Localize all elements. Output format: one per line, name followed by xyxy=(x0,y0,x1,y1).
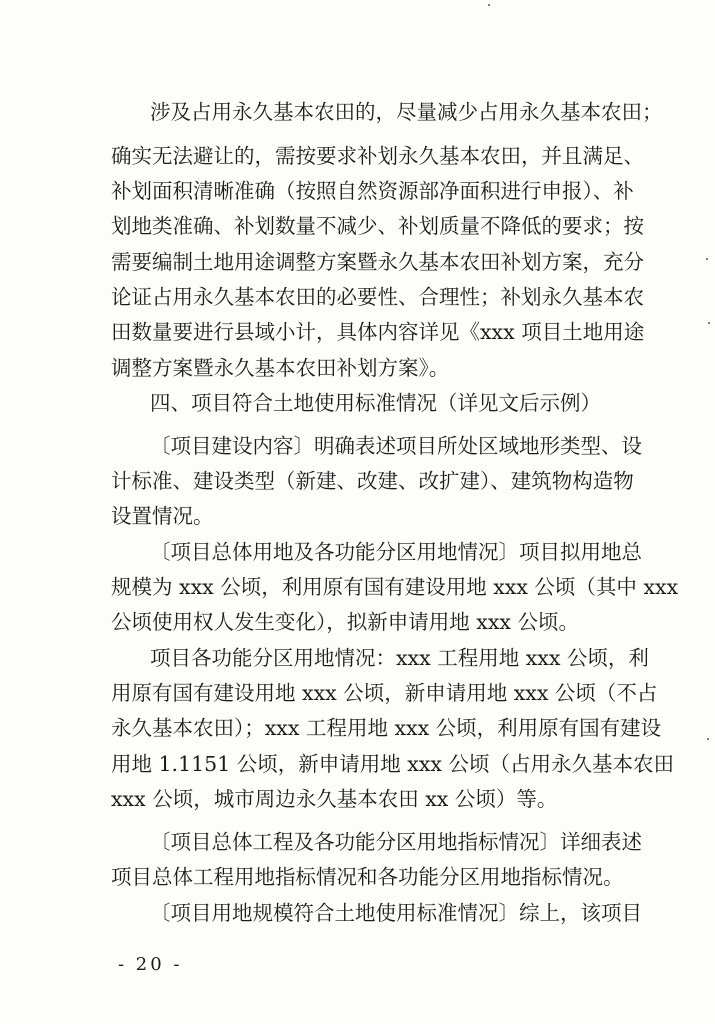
paragraph-line: 用原有国有建设用地 xxx 公顷，新申请用地 xxx 公顷（不占 xyxy=(111,681,658,705)
paragraph-line: 计标准、建设类型（新建、改建、改扩建）、建筑物构造物 xyxy=(111,469,634,493)
paragraph-line: 设置情况。 xyxy=(111,504,214,528)
section-heading: 四、项目符合土地使用标准情况（详见文后示例） xyxy=(150,391,601,415)
paragraph-line: 〔项目用地规模符合土地使用标准情况〕综上，该项目 xyxy=(150,901,642,925)
paragraph-line: 公顷使用权人发生变化），拟新申请用地 xxx 公顷。 xyxy=(111,610,579,634)
paragraph-line: 永久基本农田）；xxx 工程用地 xxx 公顷，利用原有国有建设 xyxy=(111,716,662,740)
paragraph-line: 规模为 xxx 公顷，利用原有国有建设用地 xxx 公顷（其中 xxx xyxy=(111,575,679,599)
paragraph-line: 〔项目建设内容〕明确表述项目所处区域地形类型、设 xyxy=(150,434,642,458)
page-number: - 20 - xyxy=(118,954,183,975)
paragraph-line: 〔项目总体用地及各功能分区用地情况〕项目拟用地总 xyxy=(150,540,642,564)
paragraph-line: 需要编制土地用途调整方案暨永久基本农田补划方案，充分 xyxy=(111,250,644,274)
paragraph-line: 划地类准确、补划数量不减少、补划质量不降低的要求；按 xyxy=(111,214,644,238)
scan-speck xyxy=(706,258,708,260)
paragraph-line: xxx 公顷，城市周边永久基本农田 xx 公顷）等。 xyxy=(111,787,558,811)
paragraph-line: 确实无法避让的，需按要求补划永久基本农田，并且满足、 xyxy=(111,144,644,168)
scan-speck xyxy=(708,322,710,324)
paragraph-line: 补划面积清晰准确（按照自然资源部净面积进行申报）、补 xyxy=(111,179,634,203)
paragraph-line: 调整方案暨永久基本农田补划方案》。 xyxy=(111,356,450,380)
paragraph-line: 用地 1.1151 公顷，新申请用地 xxx 公顷（占用永久基本农田 xyxy=(111,752,674,776)
paragraph-line: 项目总体工程用地指标情况和各功能分区用地指标情况。 xyxy=(111,865,624,889)
scan-speck xyxy=(707,738,709,740)
scan-speck xyxy=(488,4,490,6)
paragraph-line: 〔项目总体工程及各功能分区用地指标情况〕详细表述 xyxy=(150,830,642,854)
paragraph-line: 田数量要进行县域小计，具体内容详见《xxx 项目土地用途 xyxy=(111,320,645,344)
paragraph-line: 涉及占用永久基本农田的，尽量减少占用永久基本农田； xyxy=(150,100,663,124)
paragraph-line: 项目各功能分区用地情况：xxx 工程用地 xxx 公顷，利 xyxy=(150,646,649,670)
paragraph-line: 论证占用永久基本农田的必要性、合理性；补划永久基本农 xyxy=(111,285,644,309)
